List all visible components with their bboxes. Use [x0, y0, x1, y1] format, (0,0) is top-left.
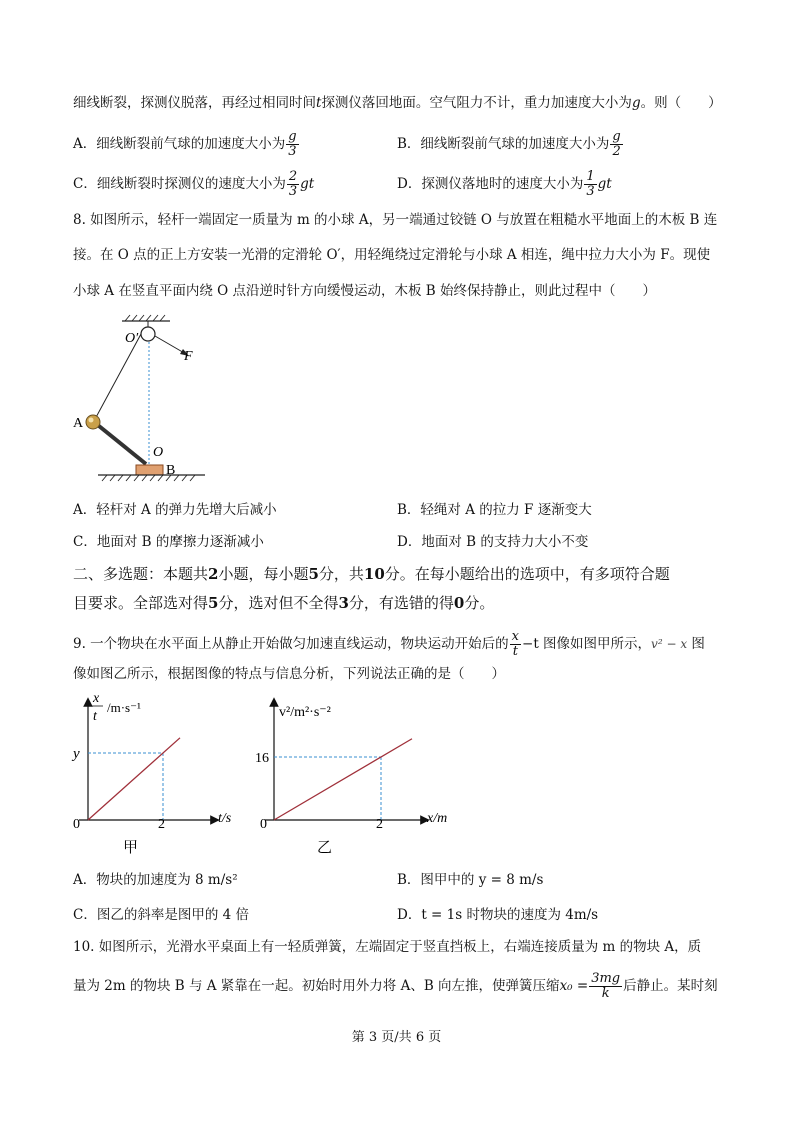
sec2-l2-b: 分，选对但不全得 — [218, 594, 339, 612]
q7-stem-b: 探测仪落回地面。空气阻力不计，重力加速度大小为 — [321, 95, 632, 111]
q8-option-d[interactable]: D．地面对 B 的支持力大小不变 — [397, 534, 589, 550]
jia-series-line — [88, 738, 180, 820]
q7-option-d[interactable] — [397, 170, 612, 199]
q7-option-b[interactable] — [397, 130, 624, 159]
q8-option-c[interactable]: C．地面对 B 的摩擦力逐渐减小 — [73, 534, 264, 550]
q10-line-2 — [73, 972, 718, 1001]
jia-ylabel-unit: /m·s⁻¹ — [107, 700, 141, 715]
q9-option-d[interactable]: D．t = 1s 时物块的速度为 4m/s — [397, 907, 599, 923]
sec2-zero-points: 0 — [453, 594, 465, 612]
label-b: B — [166, 463, 176, 478]
q9-l1-b: −t 图像如图甲所示， — [522, 636, 652, 652]
q7-opt-c-frac — [287, 170, 299, 199]
frac-num: 1 — [586, 169, 595, 184]
q8-line-1: 8. 如图所示，轻杆一端固定一质量为 m 的小球 A，另一端通过铰链 O 与放置在粗糙水平地面上的木板 B 连 — [73, 212, 718, 228]
q7-opt-d-tail: gt — [597, 176, 612, 192]
jia-caption: 甲 — [123, 840, 139, 856]
q9-option-c[interactable]: C．图乙的斜率是图甲的 4 倍 — [73, 907, 250, 923]
light-rod — [94, 422, 146, 464]
q10-line-1: 10. 如图所示，光滑水平桌面上有一轻质弹簧，左端固定于竖直挡板上，右端连接质量为 m 的物块 A，质 — [73, 939, 702, 955]
q7-option-a[interactable] — [73, 130, 300, 159]
frac-num: 3mg — [591, 971, 621, 986]
label-o-prime: O′ — [125, 331, 139, 346]
jia-x-tick: 2 — [158, 817, 165, 832]
q9-line-1 — [73, 630, 705, 659]
q7-opt-b-frac — [610, 130, 622, 159]
section-2-line-1 — [73, 561, 670, 587]
sec2-l1-c: 分，共 — [318, 565, 364, 583]
q7-opt-a-frac — [286, 130, 298, 159]
q7-t-var: t — [316, 95, 322, 111]
q7-opt-c-text: C．细线断裂时探测仪的速度大小为 — [73, 176, 286, 192]
sec2-points-total: 10 — [363, 565, 385, 583]
ground-hatch — [102, 475, 195, 481]
q7-stem-a: 细线断裂，探测仪脱落，再经过相同时间 — [73, 95, 316, 111]
q8-option-a[interactable]: A．轻杆对 A 的弹力先增大后减小 — [73, 502, 277, 518]
q7-opt-b-text: B．细线断裂前气球的加速度大小为 — [397, 136, 610, 152]
pulley — [141, 327, 155, 341]
jia-ylabel-num: x — [93, 691, 100, 706]
q10-frac — [589, 972, 622, 1001]
frac-num: g — [288, 129, 297, 144]
sec2-l2-a: 目要求。全部选对得 — [73, 594, 209, 612]
q10-l2-b: 后静止。某时刻 — [623, 978, 718, 994]
sec2-full-points: 5 — [208, 594, 219, 612]
ball-highlight — [89, 418, 94, 423]
label-a: A — [73, 416, 84, 431]
ball-a — [86, 415, 100, 429]
sec2-l1-d: 分。在每小题给出的选项中，有多项符合题 — [384, 565, 670, 583]
sec2-l2-d: 分。 — [464, 594, 495, 612]
ceiling-hatch — [125, 315, 165, 321]
sec2-partial-points: 3 — [338, 594, 349, 612]
page-footer: 第 3 页/共 6 页 — [351, 1030, 442, 1045]
sec2-points-each: 5 — [308, 565, 319, 583]
sec2-l2-c: 分，有选错的得 — [348, 594, 454, 612]
yi-origin: 0 — [260, 817, 267, 832]
q9-option-a[interactable]: A．物块的加速度为 8 m/s² — [73, 872, 238, 888]
yi-xlabel: x/m — [427, 811, 448, 826]
section-2-line-2 — [73, 590, 494, 616]
frac-den: 2 — [612, 144, 621, 159]
q7-opt-a-text: A．细线断裂前气球的加速度大小为 — [73, 136, 286, 152]
q7-opt-d-frac — [584, 170, 596, 199]
yi-series-line — [274, 739, 412, 820]
q9-l1-c: v² − x — [651, 637, 688, 651]
q8-line-3: 小球 A 在竖直平面内绕 O 点沿逆时针方向缓慢运动，木板 B 始终保持静止，则此过程中（ ） — [73, 283, 656, 299]
yi-caption: 乙 — [317, 840, 333, 856]
q10-l2-a: 量为 2m 的物块 B 与 A 紧靠在一起。初始时用外力将 A、B 向左推，使弹簧压缩 — [73, 978, 560, 994]
force-arrow-line — [155, 336, 186, 354]
q9-option-b[interactable]: B．图甲中的 y = 8 m/s — [397, 872, 544, 888]
q8-figure — [70, 312, 210, 487]
frac-den: 3 — [586, 184, 595, 199]
frac-num: 2 — [288, 169, 298, 184]
sec2-l1-a: 二、多选题：本题共 — [73, 565, 209, 583]
q7-opt-d-text: D．探测仪落地时的速度大小为 — [397, 176, 584, 192]
q9-frac — [510, 630, 521, 659]
q9-l1-a: 9. 一个物块在水平面上从静止开始做匀加速直线运动，物块运动开始后的 — [73, 636, 509, 652]
q8-option-b[interactable]: B．轻绳对 A 的拉力 F 逐渐变大 — [397, 502, 592, 518]
q7-option-c[interactable] — [73, 170, 314, 199]
frac-den: 3 — [288, 184, 298, 199]
frac-num: g — [612, 129, 621, 144]
sec2-n-questions: 2 — [208, 565, 219, 583]
yi-ylabel: v²/m²·s⁻² — [279, 705, 331, 720]
jia-xlabel: t/s — [218, 811, 232, 826]
yi-y-tick: 16 — [255, 751, 269, 766]
graph-yi — [255, 690, 470, 860]
q9-line-2: 像如图乙所示，根据图像的特点与信息分析，下列说法正确的是（ ） — [73, 666, 505, 682]
jia-ylabel-den: t — [93, 709, 97, 724]
yi-x-tick: 2 — [376, 817, 383, 832]
q7-stem — [73, 93, 722, 113]
q7-stem-c: 。则（ ） — [640, 95, 722, 111]
jia-origin: 0 — [73, 817, 80, 832]
sec2-l1-b: 小题，每小题 — [218, 565, 309, 583]
frac-den: k — [601, 986, 610, 1001]
graph-jia — [65, 690, 255, 860]
q7-g-var: g — [631, 95, 641, 111]
rope — [94, 334, 141, 421]
frac-den: 3 — [288, 144, 297, 159]
frac-den: t — [512, 644, 518, 659]
label-f: F — [184, 349, 193, 364]
q7-opt-c-tail: gt — [300, 176, 315, 192]
q8-line-2: 接。在 O 点的正上方安装一光滑的定滑轮 O′，用轻绳绕过定滑轮与小球 A 相连，绳中拉力大小为 F。现使 — [73, 247, 711, 263]
frac-num: x — [511, 629, 520, 644]
board-b — [136, 465, 163, 475]
jia-y-tick: y — [73, 746, 80, 762]
q10-x0: x₀ = — [559, 978, 589, 994]
label-o: O — [153, 445, 164, 460]
q9-l1-d: 图 — [687, 636, 705, 652]
